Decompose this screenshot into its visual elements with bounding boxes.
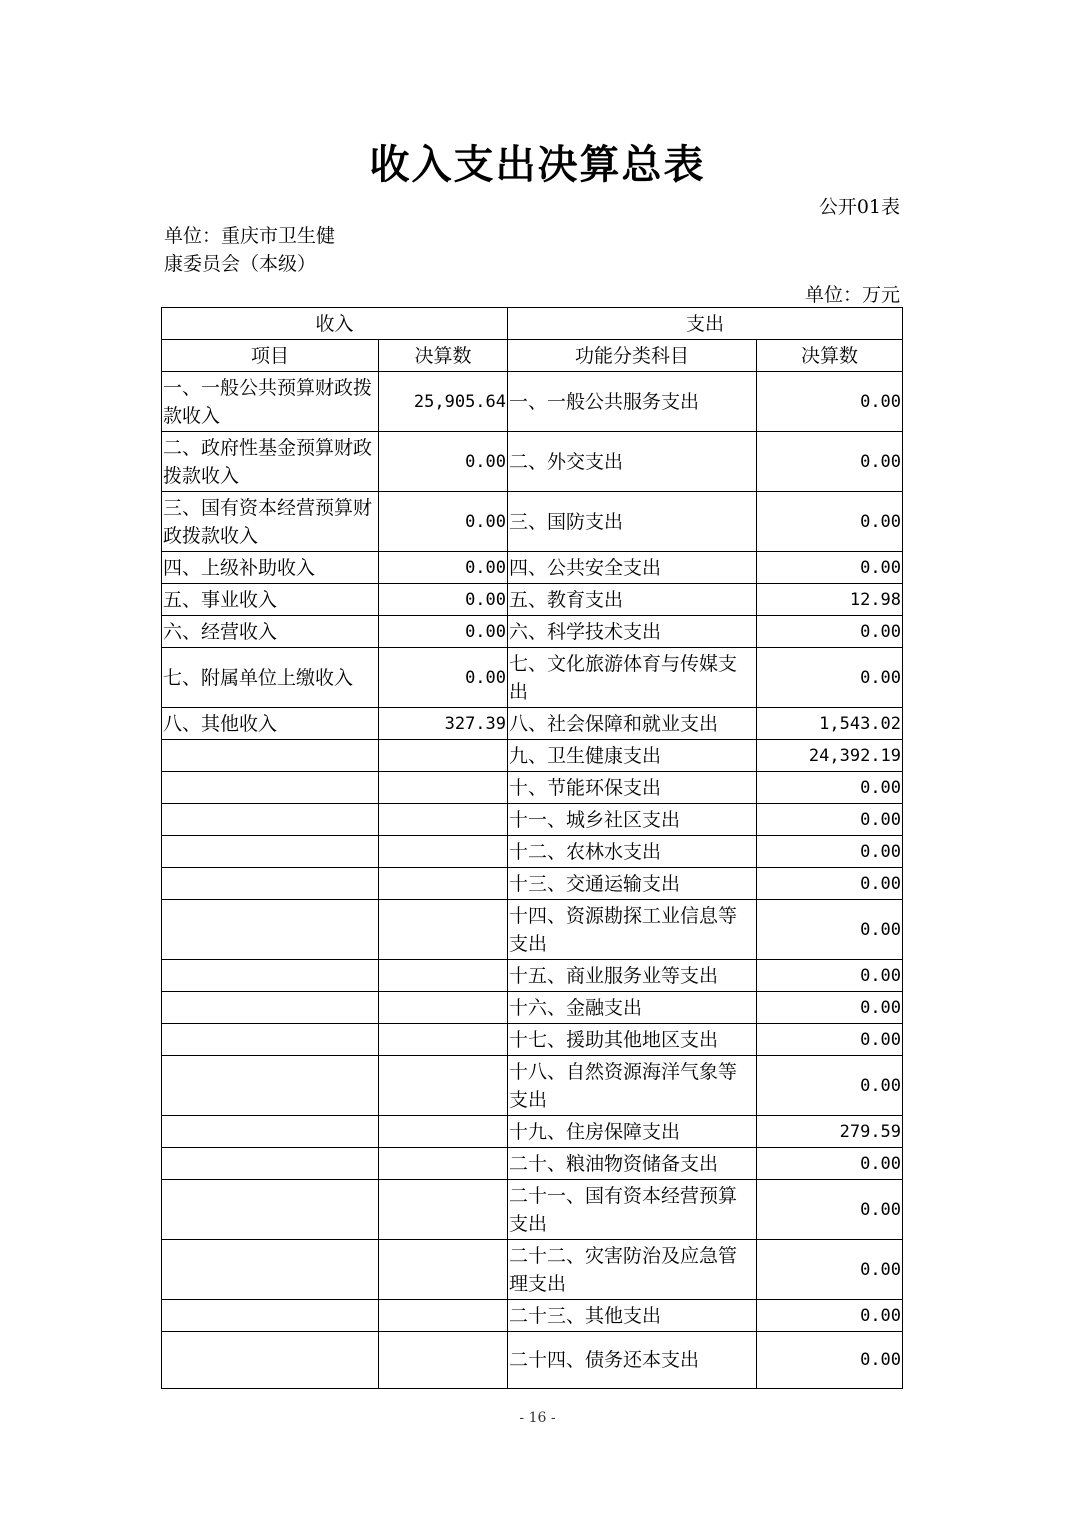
- expense-amount-cell: 0.00: [757, 1180, 903, 1240]
- income-amount-cell: [379, 1148, 508, 1180]
- expense-item-cell: 二十二、灾害防治及应急管理支出: [508, 1240, 757, 1300]
- income-item-cell: [162, 960, 379, 992]
- expense-item-cell: 三、国防支出: [508, 492, 757, 552]
- table-row: [162, 772, 903, 804]
- expense-item-cell: 十四、资源勘探工业信息等支出: [508, 900, 757, 960]
- income-amount-cell: [379, 1240, 508, 1300]
- expense-item-cell: 二十四、债务还本支出: [508, 1332, 757, 1389]
- income-item-cell: [162, 772, 379, 804]
- organization-unit: 单位：重庆市卫生健康委员会（本级）: [164, 225, 336, 275]
- income-amount-cell: 0.00: [379, 492, 508, 552]
- income-item-cell: [162, 740, 379, 772]
- income-amount-cell: [379, 1300, 508, 1332]
- income-amount-cell: [379, 992, 508, 1024]
- income-item-cell: [162, 1180, 379, 1240]
- expense-amount-cell: 0.00: [757, 868, 903, 900]
- income-amount-cell: [379, 1332, 508, 1389]
- expense-amount-cell: 279.59: [757, 1116, 903, 1148]
- income-item-cell: [162, 1056, 379, 1116]
- currency-unit: 单位：万元: [804, 284, 900, 306]
- table-row: [162, 900, 903, 960]
- expense-item-cell: 十一、城乡社区支出: [508, 804, 757, 836]
- income-amount-cell: [379, 1024, 508, 1056]
- income-amount-cell: 0.00: [379, 648, 508, 708]
- income-amount-cell: [379, 836, 508, 868]
- page-title: 收入支出决算总表: [369, 141, 706, 188]
- expense-item-cell: 二、外交支出: [508, 432, 757, 492]
- table-row: [162, 584, 903, 616]
- expense-amount-cell: 0.00: [757, 492, 903, 552]
- income-item-cell: 三、国有资本经营预算财政拨款收入: [162, 492, 379, 552]
- expense-item-cell: 二十、粮油物资储备支出: [508, 1148, 757, 1180]
- table-row: [162, 1300, 903, 1332]
- expense-amount-cell: 24,392.19: [757, 740, 903, 772]
- table-row: [162, 1056, 903, 1116]
- page-number: - 16 -: [519, 1410, 556, 1426]
- table-row: [162, 616, 903, 648]
- expense-amount-cell: 0.00: [757, 836, 903, 868]
- expense-item-cell: 四、公共安全支出: [508, 552, 757, 584]
- summary-table: [161, 307, 903, 1389]
- table-row: [162, 492, 903, 552]
- table-row: [162, 960, 903, 992]
- category-header: 功能分类科目: [508, 340, 757, 372]
- expense-amount-cell: 0.00: [757, 648, 903, 708]
- table-row: [162, 1148, 903, 1180]
- table-row: [162, 552, 903, 584]
- table-row: [162, 1180, 903, 1240]
- income-item-cell: 四、上级补助收入: [162, 552, 379, 584]
- expense-amount-cell: 0.00: [757, 1056, 903, 1116]
- expense-amount-cell: 0.00: [757, 1240, 903, 1300]
- expense-item-cell: 十八、自然资源海洋气象等支出: [508, 1056, 757, 1116]
- income-amount-cell: [379, 868, 508, 900]
- expense-item-cell: 八、社会保障和就业支出: [508, 708, 757, 740]
- expense-item-cell: 五、教育支出: [508, 584, 757, 616]
- expense-item-cell: 十九、住房保障支出: [508, 1116, 757, 1148]
- expense-amount-cell: 12.98: [757, 584, 903, 616]
- table-row: [162, 648, 903, 708]
- income-item-cell: [162, 1116, 379, 1148]
- income-item-cell: [162, 868, 379, 900]
- income-item-cell: 八、其他收入: [162, 708, 379, 740]
- income-item-cell: 五、事业收入: [162, 584, 379, 616]
- expense-amount-cell: 0.00: [757, 432, 903, 492]
- expense-amount-cell: 0.00: [757, 1024, 903, 1056]
- expense-item-cell: 七、文化旅游体育与传媒支出: [508, 648, 757, 708]
- expense-amount-cell: 0.00: [757, 372, 903, 432]
- expense-header: 支出: [508, 308, 903, 340]
- expense-amount-cell: 0.00: [757, 616, 903, 648]
- expense-item-cell: 九、卫生健康支出: [508, 740, 757, 772]
- expense-amount-cell: 0.00: [757, 960, 903, 992]
- table-row: [162, 1240, 903, 1300]
- expense-item-cell: 十二、农林水支出: [508, 836, 757, 868]
- income-header: 收入: [162, 308, 508, 340]
- expense-item-cell: 十七、援助其他地区支出: [508, 1024, 757, 1056]
- expense-amount-cell: 0.00: [757, 992, 903, 1024]
- expense-amount-cell: 0.00: [757, 1332, 903, 1389]
- table-row: [162, 708, 903, 740]
- table-row: [162, 992, 903, 1024]
- income-item-cell: [162, 992, 379, 1024]
- expense-amount-cell: 0.00: [757, 552, 903, 584]
- income-amount-cell: [379, 804, 508, 836]
- expense-amount-cell: 1,543.02: [757, 708, 903, 740]
- income-item-cell: [162, 900, 379, 960]
- income-amount-cell: [379, 1056, 508, 1116]
- table-row: [162, 372, 903, 432]
- income-amount-cell: [379, 960, 508, 992]
- table-row: [162, 740, 903, 772]
- table-row: [162, 836, 903, 868]
- income-item-cell: [162, 836, 379, 868]
- expense-item-cell: 十三、交通运输支出: [508, 868, 757, 900]
- table-row: [162, 1332, 903, 1389]
- income-item-cell: [162, 1332, 379, 1389]
- table-row: [162, 804, 903, 836]
- income-item-cell: [162, 1240, 379, 1300]
- expense-amount-cell: 0.00: [757, 1300, 903, 1332]
- income-item-cell: 六、经营收入: [162, 616, 379, 648]
- income-item-cell: [162, 1148, 379, 1180]
- income-item-cell: [162, 804, 379, 836]
- income-item-cell: 二、政府性基金预算财政拨款收入: [162, 432, 379, 492]
- amount-header: 决算数: [379, 340, 508, 372]
- table-row: [162, 432, 903, 492]
- income-amount-cell: 327.39: [379, 708, 508, 740]
- income-item-cell: 一、一般公共预算财政拨款收入: [162, 372, 379, 432]
- expense-amount-cell: 0.00: [757, 1148, 903, 1180]
- table-row: [162, 1116, 903, 1148]
- expense-item-cell: 一、一般公共服务支出: [508, 372, 757, 432]
- income-amount-cell: [379, 1180, 508, 1240]
- table-row: [162, 1024, 903, 1056]
- income-amount-cell: [379, 900, 508, 960]
- expense-item-cell: 二十一、国有资本经营预算支出: [508, 1180, 757, 1240]
- expense-item-cell: 六、科学技术支出: [508, 616, 757, 648]
- income-item-cell: 七、附属单位上缴收入: [162, 648, 379, 708]
- table-body: [162, 372, 903, 1389]
- expense-amount-cell: 0.00: [757, 804, 903, 836]
- income-item-cell: [162, 1024, 379, 1056]
- header-row-columns: [162, 340, 903, 372]
- table-row: [162, 868, 903, 900]
- income-amount-cell: 0.00: [379, 616, 508, 648]
- income-amount-cell: [379, 740, 508, 772]
- expense-item-cell: 十六、金融支出: [508, 992, 757, 1024]
- expense-item-cell: 二十三、其他支出: [508, 1300, 757, 1332]
- income-amount-cell: 0.00: [379, 584, 508, 616]
- amount2-header: 决算数: [757, 340, 903, 372]
- expense-amount-cell: 0.00: [757, 900, 903, 960]
- income-amount-cell: [379, 1116, 508, 1148]
- income-amount-cell: [379, 772, 508, 804]
- income-amount-cell: 0.00: [379, 432, 508, 492]
- form-number: 公开01表: [818, 196, 900, 218]
- income-amount-cell: 25,905.64: [379, 372, 508, 432]
- item-header: 项目: [162, 340, 379, 372]
- income-item-cell: [162, 1300, 379, 1332]
- income-amount-cell: 0.00: [379, 552, 508, 584]
- expense-item-cell: 十、节能环保支出: [508, 772, 757, 804]
- expense-item-cell: 十五、商业服务业等支出: [508, 960, 757, 992]
- header-row-group: [162, 308, 903, 340]
- expense-amount-cell: 0.00: [757, 772, 903, 804]
